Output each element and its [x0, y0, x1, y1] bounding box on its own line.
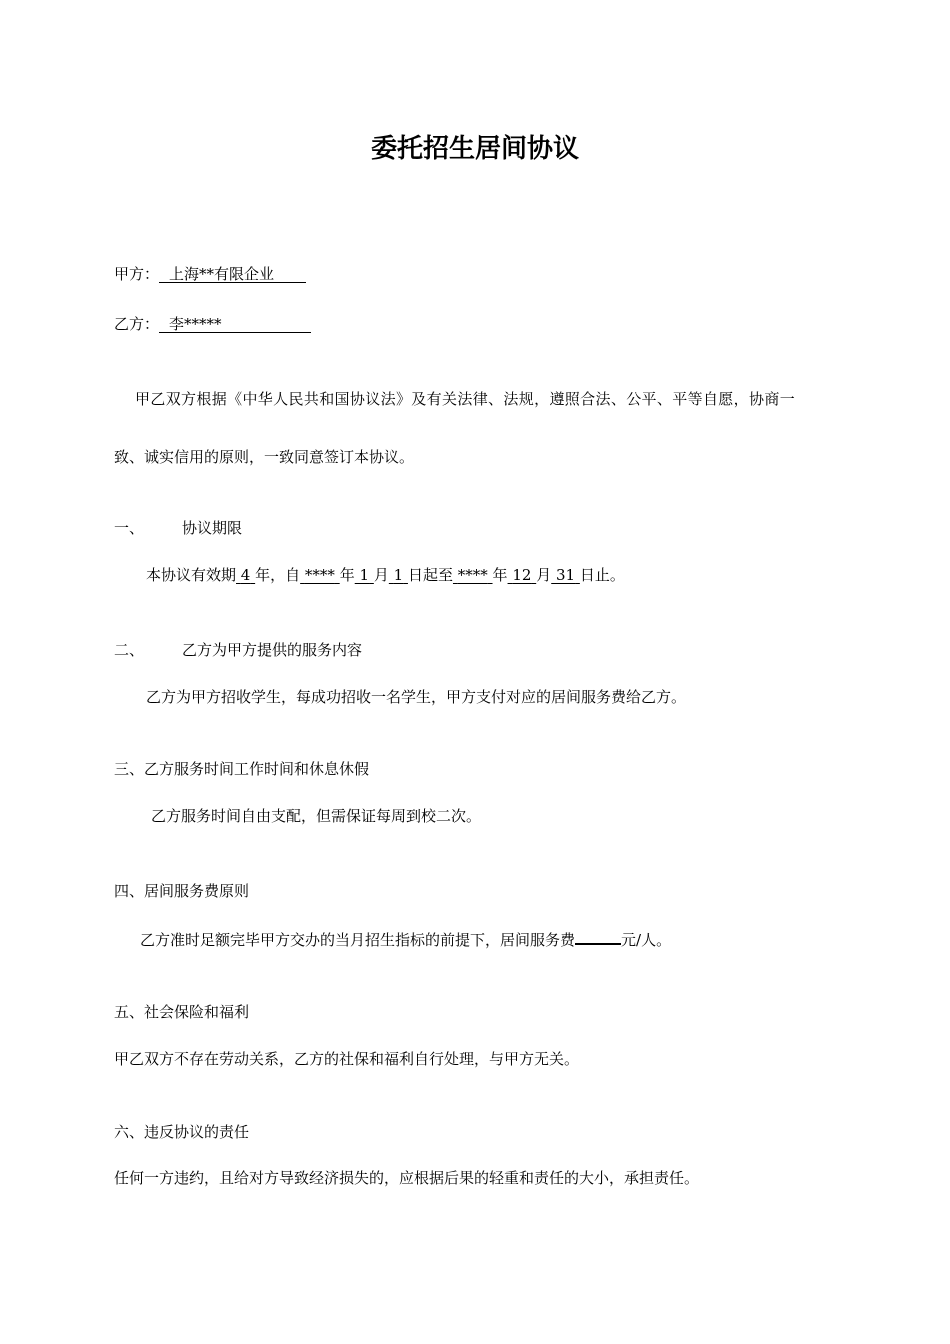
section-1-heading — [114, 518, 242, 538]
party-b-line — [114, 314, 311, 334]
fee-text: 乙方准时足额完毕甲方交办的当月招生指标的前提下，居间服务费 — [140, 931, 576, 949]
section-1-body — [146, 565, 625, 585]
section-2-number: 二、 — [114, 641, 145, 659]
end-year: **** — [457, 566, 488, 584]
term-text: 年 — [492, 566, 508, 584]
fee-unit: 元/人。 — [621, 931, 672, 949]
start-year: **** — [304, 566, 335, 584]
section-4-body — [140, 928, 671, 950]
term-text: 本协议有效期 — [146, 566, 237, 584]
term-text: 月 — [536, 566, 552, 584]
start-day: 1 — [393, 566, 404, 584]
fee-blank — [575, 928, 621, 945]
section-3-body: 乙方服务时间自由支配，但需保证每周到校二次。 — [151, 807, 482, 825]
section-2-title: 乙方为甲方提供的服务内容 — [182, 641, 363, 659]
end-month: 12 — [512, 566, 532, 584]
party-a-underline — [159, 264, 306, 283]
party-b-value: 李***** — [169, 315, 222, 333]
term-text: 日止。 — [579, 566, 625, 584]
term-text: 日起至 — [407, 566, 453, 584]
term-years: 4 — [240, 566, 251, 584]
preamble-line-1: 甲乙双方根据《中华人民共和国协议法》及有关法律、法规，遵照合法、公平、平等自愿，协商一 — [135, 390, 796, 408]
section-2-heading — [114, 640, 362, 660]
preamble-line-2: 致、诚实信用的原则，一致同意签订本协议。 — [114, 448, 415, 466]
section-6-heading: 六、违反协议的责任 — [114, 1123, 250, 1141]
start-month: 1 — [359, 566, 370, 584]
party-b-underline — [159, 314, 311, 333]
party-a-line — [114, 264, 306, 284]
section-2-body: 乙方为甲方招收学生，每成功招收一名学生，甲方支付对应的居间服务费给乙方。 — [146, 688, 687, 706]
section-5-body: 甲乙双方不存在劳动关系，乙方的社保和福利自行处理，与甲方无关。 — [114, 1050, 580, 1068]
party-a-value: 上海**有限企业 — [169, 265, 275, 283]
section-3-heading: 三、乙方服务时间工作时间和休息休假 — [114, 760, 370, 778]
term-text: 年 — [339, 566, 355, 584]
party-b-label: 乙方： — [114, 315, 160, 333]
section-6-body: 任何一方违约，且给对方导致经济损失的，应根据后果的轻重和责任的大小，承担责任。 — [114, 1169, 700, 1187]
section-5-heading: 五、社会保险和福利 — [114, 1003, 250, 1021]
document-title: 委托招生居间协议 — [370, 134, 579, 164]
end-day: 31 — [556, 566, 576, 584]
section-1-number: 一、 — [114, 519, 145, 537]
party-a-label: 甲方： — [114, 265, 160, 283]
section-4-heading: 四、居间服务费原则 — [114, 882, 250, 900]
term-text: 年，自 — [255, 566, 301, 584]
section-1-title: 协议期限 — [182, 519, 243, 537]
term-text: 月 — [373, 566, 389, 584]
